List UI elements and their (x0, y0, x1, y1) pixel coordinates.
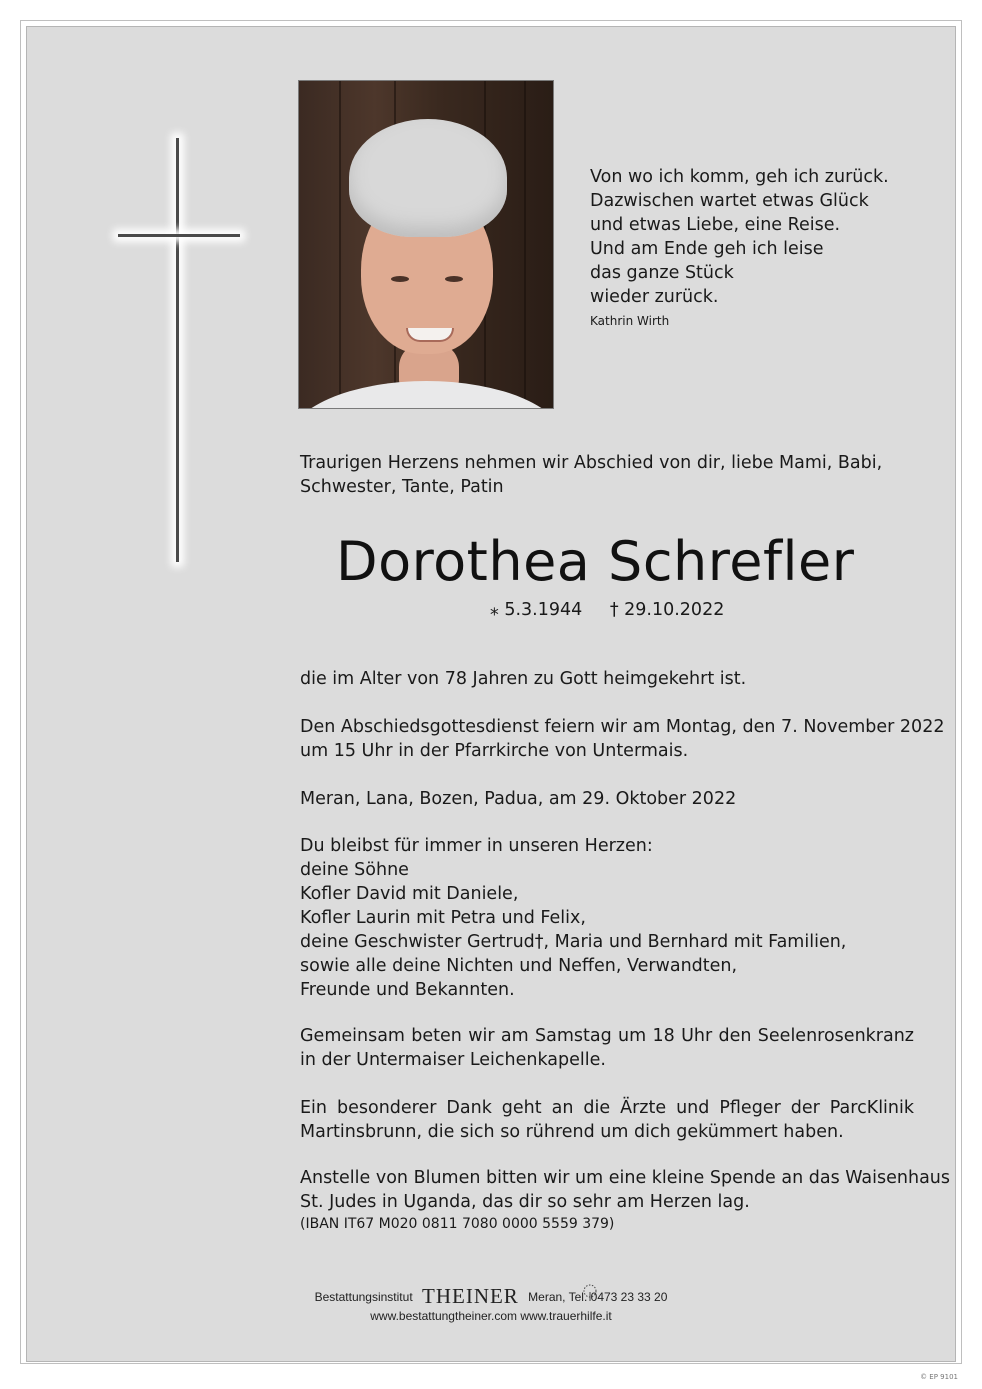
portrait-photo (298, 80, 554, 409)
service-line: um 15 Uhr in der Pfarrkirche von Untermais. (300, 741, 689, 761)
death-date: † 29.10.2022 (609, 600, 725, 620)
thanks-text: Ein besonderer Dank geht an die Ärzte und Pfleger der ParcKlinik Martinsbrunn, die sich so rührend um dich gekümmert haben. (300, 1098, 914, 1142)
footer-brand: THEINER (422, 1284, 519, 1308)
mourner-line: Du bleibst für immer in unseren Herzen: (300, 836, 653, 856)
birth-date: ⁎ 5.3.1944 (490, 600, 583, 620)
poem-line: und etwas Liebe, eine Reise. (590, 215, 841, 235)
poem-author: Kathrin Wirth (590, 314, 670, 328)
mourner-line: Kofler David mit Daniele, (300, 884, 519, 904)
footer-prefix: Bestattungsinstitut (314, 1290, 413, 1304)
poem-line: das ganze Stück (590, 263, 734, 283)
mourner-line: Freunde und Bekannten. (300, 980, 515, 1000)
footer-web[interactable]: www.bestattungtheiner.com www.trauerhilfe.it (370, 1309, 612, 1323)
funeral-home-footer (0, 1284, 982, 1323)
poem-line: Von wo ich komm, geh ich zurück. (590, 167, 889, 187)
poem-line: Dazwischen wartet etwas Glück (590, 191, 869, 211)
poem (590, 165, 910, 331)
donation-text (300, 1166, 950, 1234)
service-text (300, 715, 944, 763)
donation-line: Anstelle von Blumen bitten wir um eine kleine Spende an das Waisenhaus (300, 1168, 951, 1188)
mourner-line: deine Söhne (300, 860, 409, 880)
print-code: © EP 9101 (920, 1373, 958, 1381)
cross-icon (110, 132, 246, 572)
service-line: Den Abschiedsgottesdienst feiern wir am Montag, den 7. November 2022 (300, 717, 945, 737)
iban-line: (IBAN IT67 M020 0811 7080 0000 5559 379) (300, 1216, 615, 1232)
mourner-line: Kofler Laurin mit Petra und Felix, (300, 908, 586, 928)
place-date: Meran, Lana, Bozen, Padua, am 29. Oktober 2022 (300, 789, 737, 809)
poem-line: Und am Ende geh ich leise (590, 239, 824, 259)
age-line: die im Alter von 78 Jahren zu Gott heimgekehrt ist. (300, 669, 747, 689)
intro-line: Traurigen Herzens nehmen wir Abschied von dir, liebe Mami, Babi, (300, 453, 883, 473)
mourners-list (300, 834, 846, 1002)
deceased-name: Dorothea Schrefler (336, 530, 855, 593)
donation-line: St. Judes in Uganda, das dir so sehr am Herzen lag. (300, 1192, 750, 1212)
footer-contact: Meran, Tel. 0473 23 33 20 (528, 1290, 668, 1304)
intro-line: Schwester, Tante, Patin (300, 477, 504, 497)
tree-logo-icon (578, 1284, 602, 1302)
rosary-text: Gemeinsam beten wir am Samstag um 18 Uhr den Seelenrosenkranz in der Untermaiser Leichenkapelle. (300, 1026, 914, 1070)
intro-text (300, 451, 882, 499)
mourner-line: sowie alle deine Nichten und Neffen, Verwandten, (300, 956, 738, 976)
poem-line: wieder zurück. (590, 287, 719, 307)
mourner-line: deine Geschwister Gertrud†, Maria und Bernhard mit Familien, (300, 932, 847, 952)
life-dates (490, 600, 724, 620)
